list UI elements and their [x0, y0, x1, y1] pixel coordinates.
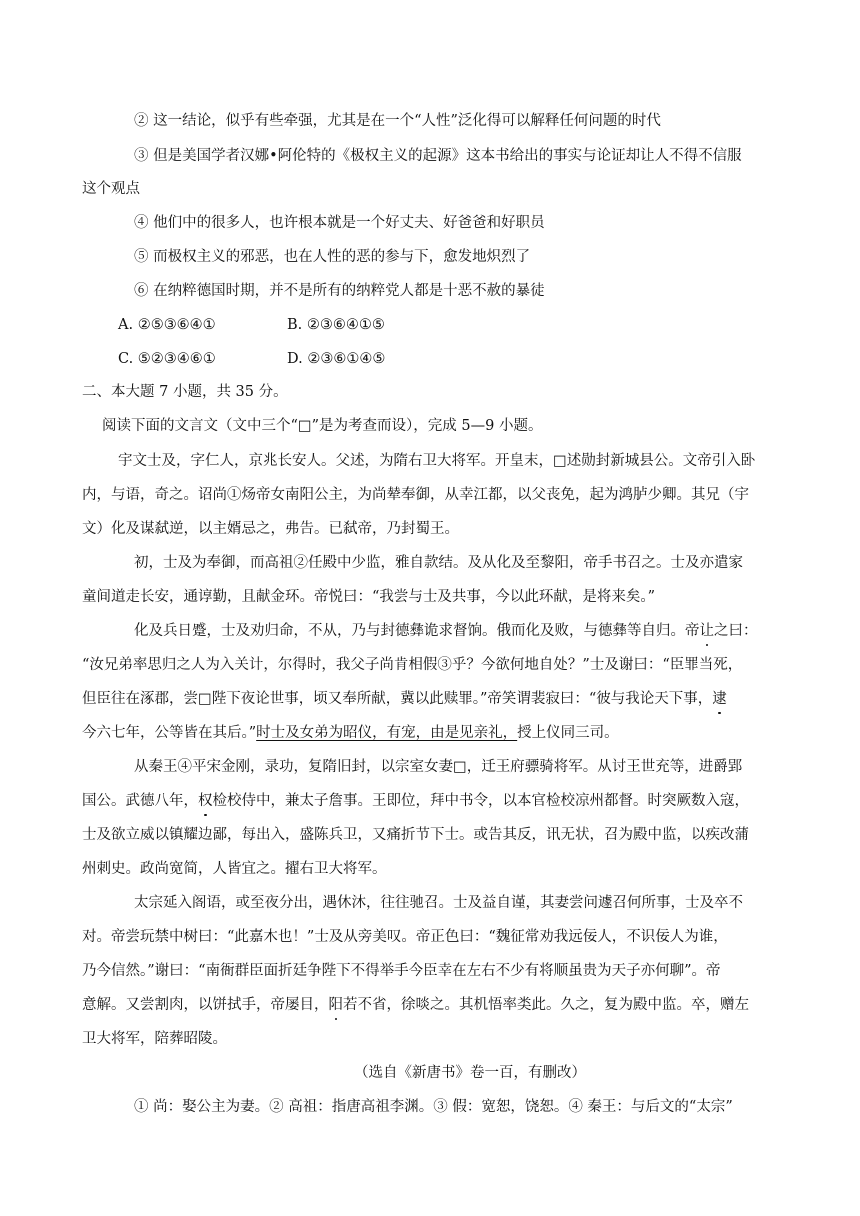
passage-line: 童间道走长安，通谆勤，且献金环。帝悦曰：“我尝与士及共事，今以此环献，是将来矣。” — [82, 589, 656, 605]
passage-line: 乃今信然。”谢曰：“南衙群臣面折廷争陛下不得举手今臣幸在左右不少有将顺虽贵为天子亦何聊”。帝 — [82, 963, 721, 979]
option-item-3: ③ 但是美国学者汉娜•阿伦特的《极权主义的起源》这本书给出的事实与论证却让人不得不信服 — [134, 148, 742, 164]
section-title: 二、本大题 7 小题，共 35 分。 — [82, 384, 288, 400]
option-item-5: ⑤ 而极权主义的邪恶，也在人性的恶的参与下，愈发地炽烈了 — [134, 249, 531, 265]
dotted-key-character: 让 — [699, 623, 714, 639]
passage-instruction: 阅读下面的文言文（文中三个“□”是为考查而设），完成 5—9 小题。 — [102, 418, 543, 434]
passage-line: 宇文士及，字仁人，京兆长安人。父述，为隋右卫大将军。开皇末，□述勋封新城县公。文帝引入卧 — [118, 453, 756, 469]
option-item-6: ⑥ 在纳粹德国时期，并不是所有的纳粹党人都是十恶不赦的暴徒 — [134, 283, 545, 299]
footnotes: ① 尚：娶公主为妻。② 高祖：指唐高祖李渊。③ 假：宽恕，饶恕。④ 秦王：与后文的“太宗” — [134, 1099, 733, 1115]
choice-c: C. ⑤②③④⑥① — [118, 351, 216, 367]
passage-line: 士及欲立威以镇耀边鄙，每出入，盛陈兵卫，又痛折节下士。或告其反，讯无状，召为殿中监，以疾改蒲 — [82, 827, 749, 843]
text-segment: 若不省，徐啖之。其机悟率类此。久之，复为殿中监。卒，赠左 — [343, 997, 749, 1013]
option-item-3-continued: 这个观点 — [82, 181, 140, 197]
text-segment: 意解。又尝割肉，以饼拭手，帝屡目， — [82, 997, 329, 1013]
passage-line: 太宗延入阁语，或至夜分出，遇休沐，往往驰召。士及益自谨，其妻尝问遽召何所事，士及卒不 — [134, 895, 743, 911]
choice-b: B. ②③⑥④①⑤ — [287, 317, 385, 333]
dotted-key-character: 权 — [198, 793, 213, 809]
passage-line — [82, 995, 749, 1015]
passage-line — [82, 689, 727, 709]
option-item-2: ② 这一结论，似乎有些牵强，尤其是在一个“人性”泛化得可以解释任何问题的时代 — [134, 113, 661, 129]
choice-a: A. ②⑤③⑥④① — [118, 317, 216, 333]
text-segment: 检校侍中，兼太子詹事。王即位，拜中书令，以本官检校凉州都督。时突厥数入寇， — [212, 793, 749, 809]
option-item-4: ④ 他们中的很多人，也许根本就是一个好丈夫、好爸爸和好职员 — [134, 215, 545, 231]
passage-line: 初，士及为奉御，而高祖②任殿中少监，雅自款结。及从化及至黎阳，帝手书召之。士及亦遣家 — [134, 555, 743, 571]
source-note: （选自《新唐书》卷一百，有删改） — [354, 1065, 586, 1081]
passage-line: 文）化及谋弑逆，以主婿忌之，弗告。已弑帝，乃封蜀王。 — [82, 521, 459, 537]
text-segment: 国公。武德八年， — [82, 793, 198, 809]
text-segment: 化及兵日蹙，士及劝归命，不从，乃与封德彝诡求督饷。俄而化及败，与德彝等自归。帝 — [134, 623, 700, 639]
passage-line: 卫大将军，陪葬昭陵。 — [82, 1031, 227, 1047]
passage-line: 对。帝尝玩禁中树曰：“此嘉木也！”士及从旁美叹。帝正色曰：“魏征常劝我远佞人，不识佞人为谁， — [82, 929, 728, 945]
passage-line: 从秦王④平宋金刚，录功，复隋旧封，以宗室女妻□，迁王府骠骑将军。从讨王世充等，进爵郢 — [134, 759, 743, 775]
text-segment: 授上仪同三司。 — [517, 725, 619, 741]
passage-line: 州刺史。政尚宽简，人皆宜之。擢右卫大将军。 — [82, 861, 387, 877]
text-segment: 之曰： — [714, 623, 758, 639]
passage-line — [82, 723, 619, 743]
text-segment: 但臣往在涿郡，尝□陛下夜论世事，顷又奉所献，冀以此赎罪。”帝笑谓裴寂曰：“彼与我论天下事， — [82, 691, 713, 707]
underlined-sentence: 时士及女弟为昭仪，有宠，由是见亲礼， — [256, 725, 518, 741]
choice-d: D. ②③⑥①④⑤ — [287, 351, 386, 367]
passage-line: 内，与语，奇之。诏尚①炀帝女南阳公主，为尚辇奉御，从幸江都，以父丧免，起为鸿胪少卿。其兄（宇 — [82, 487, 749, 503]
dotted-key-character: 逮 — [712, 691, 727, 707]
passage-line: “汝兄弟率思归之人为入关计，尔得时，我父子尚肯相假③乎？今欲何地自处？”士及谢曰：“臣罪当死， — [82, 657, 743, 673]
passage-line — [134, 621, 758, 641]
dotted-key-character: 阳 — [328, 997, 343, 1013]
text-segment: 今六七年，公等皆在其后。” — [82, 725, 257, 741]
passage-line — [82, 791, 749, 811]
